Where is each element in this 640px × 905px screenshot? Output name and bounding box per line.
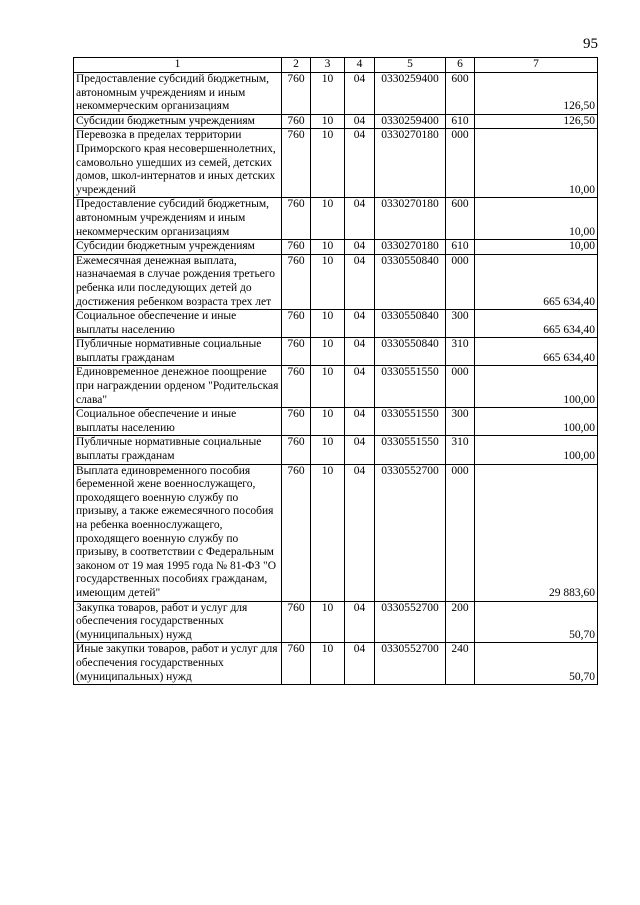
- row-code-section: 10: [311, 129, 345, 198]
- row-code-expense-type: 000: [446, 366, 475, 408]
- table-row: [74, 643, 598, 685]
- row-code-admin: 760: [282, 240, 311, 255]
- row-description: Перевозка в пределах территории Приморского края несовершеннолетних, самовольно ушедших из семей, детских домов, школ-интернатов и иных детских учреждений: [74, 129, 282, 198]
- row-code-admin: 760: [282, 366, 311, 408]
- row-amount: 665 634,40: [475, 338, 598, 366]
- row-code-subsection: 04: [345, 73, 375, 115]
- header-cell: 2: [282, 58, 311, 73]
- row-code-admin: 760: [282, 464, 311, 601]
- header-cell: 3: [311, 58, 345, 73]
- row-code-section: 10: [311, 601, 345, 643]
- row-amount: 665 634,40: [475, 310, 598, 338]
- row-code-target: 0330550840: [375, 254, 446, 309]
- table-row: [74, 198, 598, 240]
- row-code-subsection: 04: [345, 198, 375, 240]
- row-code-expense-type: 600: [446, 73, 475, 115]
- row-code-section: 10: [311, 254, 345, 309]
- table-row: [74, 601, 598, 643]
- row-code-subsection: 04: [345, 436, 375, 464]
- row-code-target: 0330550840: [375, 338, 446, 366]
- row-description: Социальное обеспечение и иные выплаты населению: [74, 408, 282, 436]
- row-code-expense-type: 310: [446, 436, 475, 464]
- header-cell: 1: [74, 58, 282, 73]
- row-description: Субсидии бюджетным учреждениям: [74, 114, 282, 129]
- row-description: Публичные нормативные социальные выплаты гражданам: [74, 436, 282, 464]
- row-code-expense-type: 300: [446, 310, 475, 338]
- row-code-admin: 760: [282, 601, 311, 643]
- row-code-section: 10: [311, 198, 345, 240]
- row-code-expense-type: 610: [446, 114, 475, 129]
- row-amount: 10,00: [475, 129, 598, 198]
- row-description: Субсидии бюджетным учреждениям: [74, 240, 282, 255]
- table-row: [74, 464, 598, 601]
- row-code-admin: 760: [282, 198, 311, 240]
- table-row: [74, 338, 598, 366]
- header-cell: 7: [475, 58, 598, 73]
- row-description: Выплата единовременного пособия беременной жене военнослужащего, проходящего военную службу по призыву, а также ежемесячного пособия на ребенка военнослужащего, проходящего военную службу по призыву, в соответствии с Федеральным законом от 19 мая 1995 года № 81-ФЗ "О государственных пособиях гражданам, имеющим детей": [74, 464, 282, 601]
- row-amount: 126,50: [475, 114, 598, 129]
- row-code-target: 0330270180: [375, 198, 446, 240]
- row-code-target: 0330551550: [375, 436, 446, 464]
- row-description: Закупка товаров, работ и услуг для обеспечения государственных (муниципальных) нужд: [74, 601, 282, 643]
- header-cell: 4: [345, 58, 375, 73]
- row-code-target: 0330270180: [375, 129, 446, 198]
- row-description: Предоставление субсидий бюджетным, автономным учреждениям и иным некоммерческим организациям: [74, 198, 282, 240]
- row-amount: 126,50: [475, 73, 598, 115]
- row-code-section: 10: [311, 408, 345, 436]
- row-amount: 100,00: [475, 408, 598, 436]
- row-code-section: 10: [311, 338, 345, 366]
- table-row: [74, 408, 598, 436]
- row-code-admin: 760: [282, 436, 311, 464]
- row-code-target: 0330270180: [375, 240, 446, 255]
- header-cell: 6: [446, 58, 475, 73]
- row-description: Иные закупки товаров, работ и услуг для обеспечения государственных (муниципальных) нужд: [74, 643, 282, 685]
- row-code-subsection: 04: [345, 643, 375, 685]
- row-code-expense-type: 300: [446, 408, 475, 436]
- table-row: [74, 254, 598, 309]
- row-code-target: 0330550840: [375, 310, 446, 338]
- header-cell: 5: [375, 58, 446, 73]
- row-code-admin: 760: [282, 408, 311, 436]
- row-description: Ежемесячная денежная выплата, назначаемая в случае рождения третьего ребенка или последующих детей до достижения ребенком возраста трех лет: [74, 254, 282, 309]
- page-number: 95: [583, 36, 598, 52]
- table-row: [74, 436, 598, 464]
- row-code-section: 10: [311, 366, 345, 408]
- row-description: Социальное обеспечение и иные выплаты населению: [74, 310, 282, 338]
- row-code-subsection: 04: [345, 408, 375, 436]
- row-code-subsection: 04: [345, 254, 375, 309]
- row-code-subsection: 04: [345, 240, 375, 255]
- table-row: [74, 114, 598, 129]
- row-amount: 10,00: [475, 240, 598, 255]
- header-row: [74, 58, 598, 73]
- row-code-admin: 760: [282, 73, 311, 115]
- row-code-target: 0330552700: [375, 601, 446, 643]
- row-code-target: 0330551550: [375, 366, 446, 408]
- row-code-expense-type: 610: [446, 240, 475, 255]
- row-code-target: 0330259400: [375, 114, 446, 129]
- row-code-subsection: 04: [345, 129, 375, 198]
- table-row: [74, 310, 598, 338]
- row-code-target: 0330552700: [375, 643, 446, 685]
- table-row: [74, 366, 598, 408]
- row-amount: 665 634,40: [475, 254, 598, 309]
- row-code-expense-type: 000: [446, 254, 475, 309]
- row-code-section: 10: [311, 464, 345, 601]
- row-code-subsection: 04: [345, 114, 375, 129]
- row-code-section: 10: [311, 114, 345, 129]
- row-code-expense-type: 310: [446, 338, 475, 366]
- row-code-target: 0330259400: [375, 73, 446, 115]
- row-code-admin: 760: [282, 643, 311, 685]
- row-amount: 50,70: [475, 601, 598, 643]
- row-code-subsection: 04: [345, 601, 375, 643]
- row-code-expense-type: 000: [446, 129, 475, 198]
- row-amount: 50,70: [475, 643, 598, 685]
- row-code-admin: 760: [282, 114, 311, 129]
- row-code-expense-type: 600: [446, 198, 475, 240]
- row-amount: 100,00: [475, 366, 598, 408]
- row-code-admin: 760: [282, 310, 311, 338]
- row-code-section: 10: [311, 73, 345, 115]
- row-code-subsection: 04: [345, 338, 375, 366]
- row-code-target: 0330551550: [375, 408, 446, 436]
- row-code-admin: 760: [282, 254, 311, 309]
- row-description: Публичные нормативные социальные выплаты гражданам: [74, 338, 282, 366]
- row-code-section: 10: [311, 436, 345, 464]
- row-code-expense-type: 200: [446, 601, 475, 643]
- row-code-expense-type: 000: [446, 464, 475, 601]
- row-code-expense-type: 240: [446, 643, 475, 685]
- table-row: [74, 129, 598, 198]
- row-code-admin: 760: [282, 338, 311, 366]
- row-code-subsection: 04: [345, 464, 375, 601]
- row-description: Предоставление субсидий бюджетным, автономным учреждениям и иным некоммерческим организациям: [74, 73, 282, 115]
- row-code-admin: 760: [282, 129, 311, 198]
- row-code-target: 0330552700: [375, 464, 446, 601]
- row-description: Единовременное денежное поощрение при награждении орденом "Родительская слава": [74, 366, 282, 408]
- row-code-section: 10: [311, 643, 345, 685]
- row-code-subsection: 04: [345, 310, 375, 338]
- row-code-section: 10: [311, 240, 345, 255]
- row-amount: 10,00: [475, 198, 598, 240]
- row-amount: 100,00: [475, 436, 598, 464]
- table-row: [74, 73, 598, 115]
- table-row: [74, 240, 598, 255]
- budget-table: [73, 57, 598, 685]
- row-code-section: 10: [311, 310, 345, 338]
- row-amount: 29 883,60: [475, 464, 598, 601]
- row-code-subsection: 04: [345, 366, 375, 408]
